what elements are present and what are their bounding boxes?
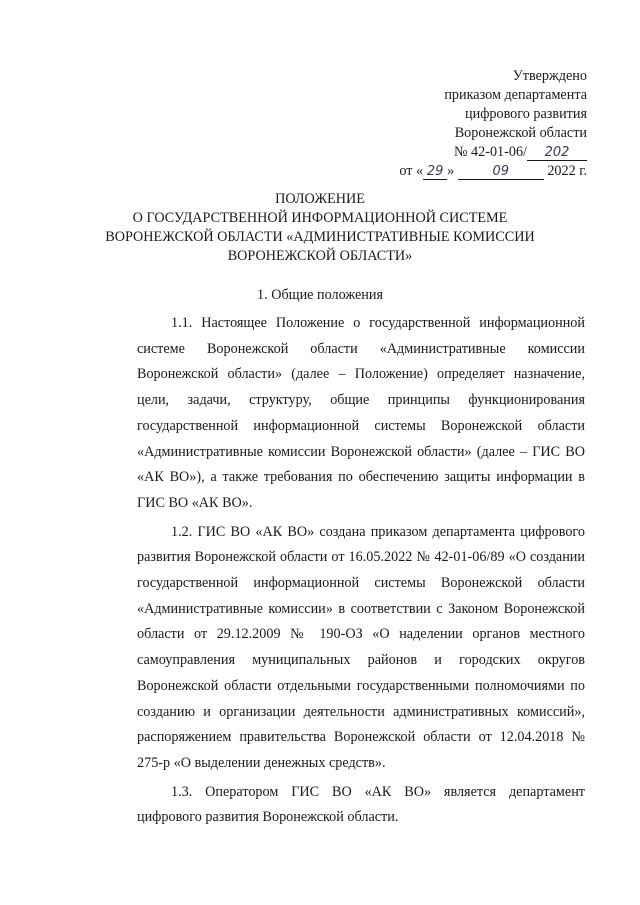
approval-number-prefix: № 42-01-06/ [453,144,527,160]
approval-date-line [287,162,587,181]
approval-date-mid: » [447,163,455,179]
approval-date-month-field [458,164,544,180]
title-line-2: О ГОСУДАРСТВЕННОЙ ИНФОРМАЦИОННОЙ СИСТЕМЕ [132,210,508,226]
approval-number-line [287,143,587,162]
title-line-4: ВОРОНЕЖСКОЙ ОБЛАСТИ» [227,248,413,264]
approval-number-handwritten: 202 [544,145,570,160]
document-title [100,190,540,266]
approval-label: Утверждено [512,68,587,84]
section-heading: 1. Общие положения [257,287,383,303]
paragraph-1-2: 1.2. ГИС ВО «АК ВО» создана приказом департамента цифрового развития Воронежской области от 16.05.2022 № 42-01-06/89 «О создании государственной информационной системы Воронежской области «Административные комиссии» в соответствии с Законом Воронежской области от 29.12.2009 № 190-ОЗ «О наделении органов местного самоуправления муниципальных районов и городских округов Воронежской области отдельными государственными полномочиями по созданию и организации деятельности административных комиссий», распоряжением правительства Воронежской области от 12.04.2018 № 275-р «О выделении денежных средств». [137,523,585,771]
paragraph-1-3: 1.3. Оператором ГИС ВО «АК ВО» является департамент цифрового развития Воронежской области. [137,783,585,826]
approval-department-line: цифрового развития [465,106,587,122]
approval-date-day: 29 [426,164,444,179]
paragraph-1-1: 1.1. Настоящее Положение о государственной информационной системе Воронежской области «Административные комиссии Воронежской области» (далее – Положение) определяет назначение, цели, задачи, структуру, общие принципы функционирования государственной информационной системы Воронежской области «Административные комиссии Воронежской области» (далее – ГИС ВО «АК ВО»), а также требования по обеспечению защиты информации в ГИС ВО «АК ВО». [137,315,585,511]
document-body [137,311,585,834]
approval-date-day-field [423,164,447,180]
approval-stamp [287,67,587,181]
approval-date-year: 2022 г. [547,163,587,179]
approval-date-month: 09 [492,164,510,179]
approval-region-line: Воронежской области [454,125,587,141]
title-line-3: ВОРОНЕЖСКОЙ ОБЛАСТИ «АДМИНИСТРАТИВНЫЕ КОМИССИИ [105,229,535,245]
approval-number-field [527,145,587,161]
approval-order-line: приказом департамента [444,87,587,103]
approval-date-prefix: от « [399,163,424,179]
title-line-1: ПОЛОЖЕНИЕ [275,191,365,207]
